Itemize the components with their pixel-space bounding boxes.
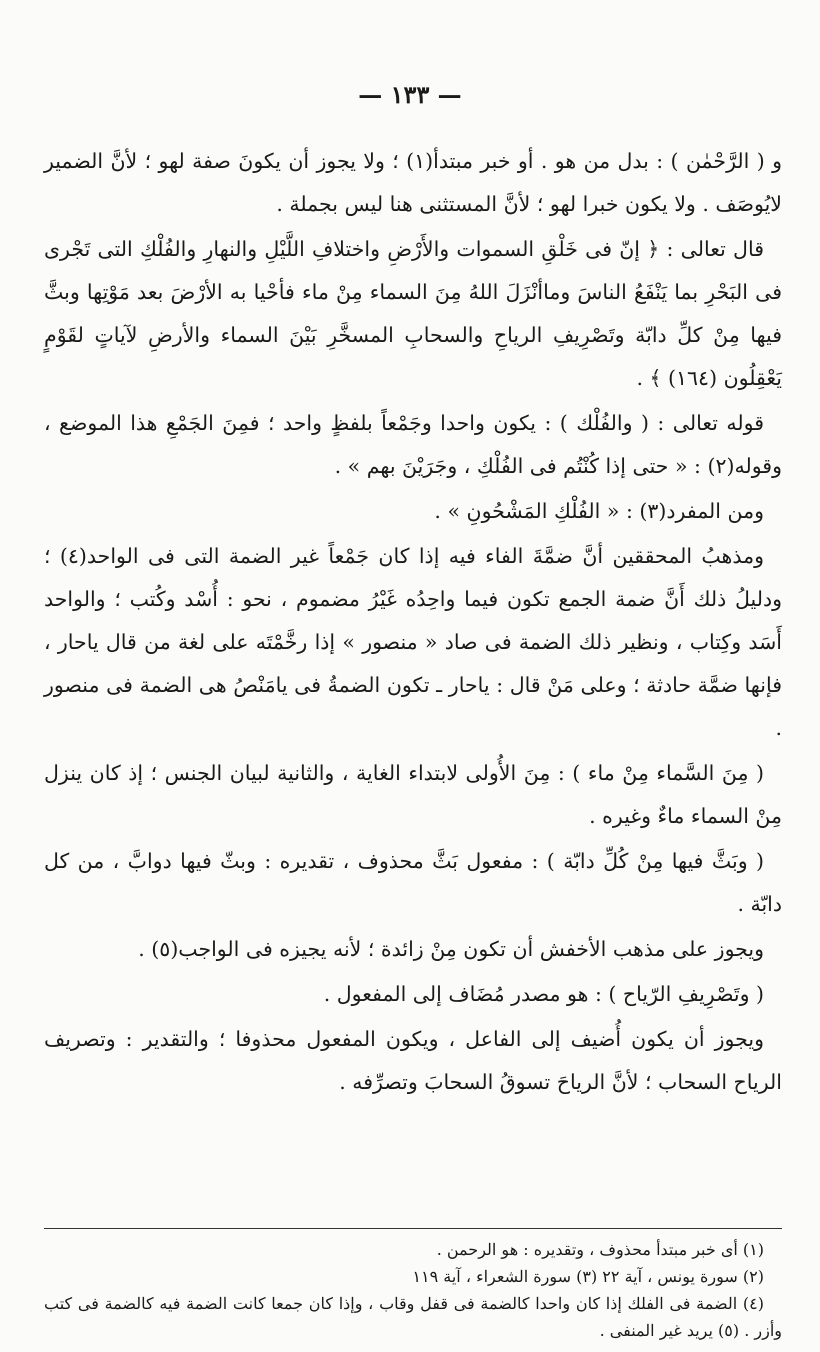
paragraph: ( وبَثَّ فيها مِنْ كُلِّ دابّة ) : مفعول بَثَّ محذوف ، تقديره : وبثّ فيها دوابَّ ، من كل دابّة . [44,849,782,916]
paragraph: ( وتَصْرِيفِ الرّياح ) : هو مصدر مُضَاف إلى المفعول . [323,982,764,1006]
paragraph: ومذهبُ المحققين أنَّ ضمَّةَ الفاء فيه إذا كان جَمْعاً غير الضمة التى فى الواحد(٤) ؛ ودليلُ ذلك أَنَّ ضمة الجمع تكون فيما واحِدُه غَيْرُ مضموم ، نحو : أُسْد وكُتب ؛ والواحد أَسَد وكِتاب ، ونظير ذلك الضمة فى صاد « منصور » إذا رخَّمْتَه على لغة من قال ياحار ، فإنها ضمَّة حادثة ؛ وعلى مَنْ قال : ياحار ـ تكون الضمةُ فى يامَنْصُ هى الضمة فى منصور . [44,544,782,740]
paragraph: ومن المفرد(٣) : « الفُلْكِ المَشْحُونِ » . [434,499,764,523]
footnote-divider [44,1228,782,1229]
page-number: — ١٣٣ — [358,80,462,109]
footnote: (٤) الضمة فى الفلك إذا كان واحدا كالضمة فى قفل وقاب ، وإذا كان جمعا كانت الضمة فيه كالضمة فى كتب وأزر . (٥) يريد غير المنفى . [44,1294,782,1340]
footnotes [44,1236,782,1344]
paragraph: و ( الرَّحْمٰن ) : بدل من هو . أو خبر مبتدأ(١) ؛ ولا يجوز أن يكونَ صفة لهو ؛ لأنَّ الضمير لايُوصَف . ولا يكون خبرا لهو ؛ لأنَّ المستثنى هنا ليس بجملة . [44,149,782,216]
paragraph: قال تعالى : ﴿ إنّ فى خَلْقِ السموات والأَرْضِ واختلافِ اللَّيْلِ والنهارِ والفُلْكِ التى تَجْرى فى البَحْرِ بما يَنْفَعُ الناسَ وماأنْزَلَ اللهُ مِنَ السماء مِنْ ماء فأحْيا به الأرْضَ بعد مَوْتِها وبثَّ فيها مِنْ كلِّ دابّة وتَصْرِيفِ الرياحِ والسحابِ المسخَّرِ بَيْنَ السماء والأرضِ لآياتٍ لقَوْمٍ يَعْقِلُون (١٦٤) ﴾ . [44,237,782,390]
footnote: (٢) سورة يونس ، آية ٢٢ (٣) سورة الشعراء ، آية ١١٩ [412,1267,764,1286]
main-text [44,140,782,1106]
footnote: (١) أى خبر مبتدأ محذوف ، وتقديره : هو الرحمن . [436,1240,764,1259]
paragraph: قوله تعالى : ( والفُلْك ) : يكون واحدا وجَمْعاً بلفظٍ واحد ؛ فمِنَ الجَمْعِ هذا الموضع ، وقوله(٢) : « حتى إذا كُنْتُم فى الفُلْكِ ، وجَرَيْنَ بهم » . [44,411,782,478]
paragraph: ويجوز أن يكون أُضيف إلى الفاعل ، ويكون المفعول محذوفا ؛ والتقدير : وتصريف الرياح السحاب ؛ لأنَّ الرياحَ تسوقُ السحابَ وتصرِّفه . [44,1027,782,1094]
paragraph: ويجوز على مذهب الأخفش أن تكون مِنْ زائدة ؛ لأنه يجيزه فى الواجب(٥) . [138,937,764,961]
paragraph: ( مِنَ السَّماء مِنْ ماء ) : مِنَ الأُولى لابتداء الغاية ، والثانية لبيان الجنس ؛ إذ كان ينزل مِنْ السماء ماءٌ وغيره . [44,761,782,828]
